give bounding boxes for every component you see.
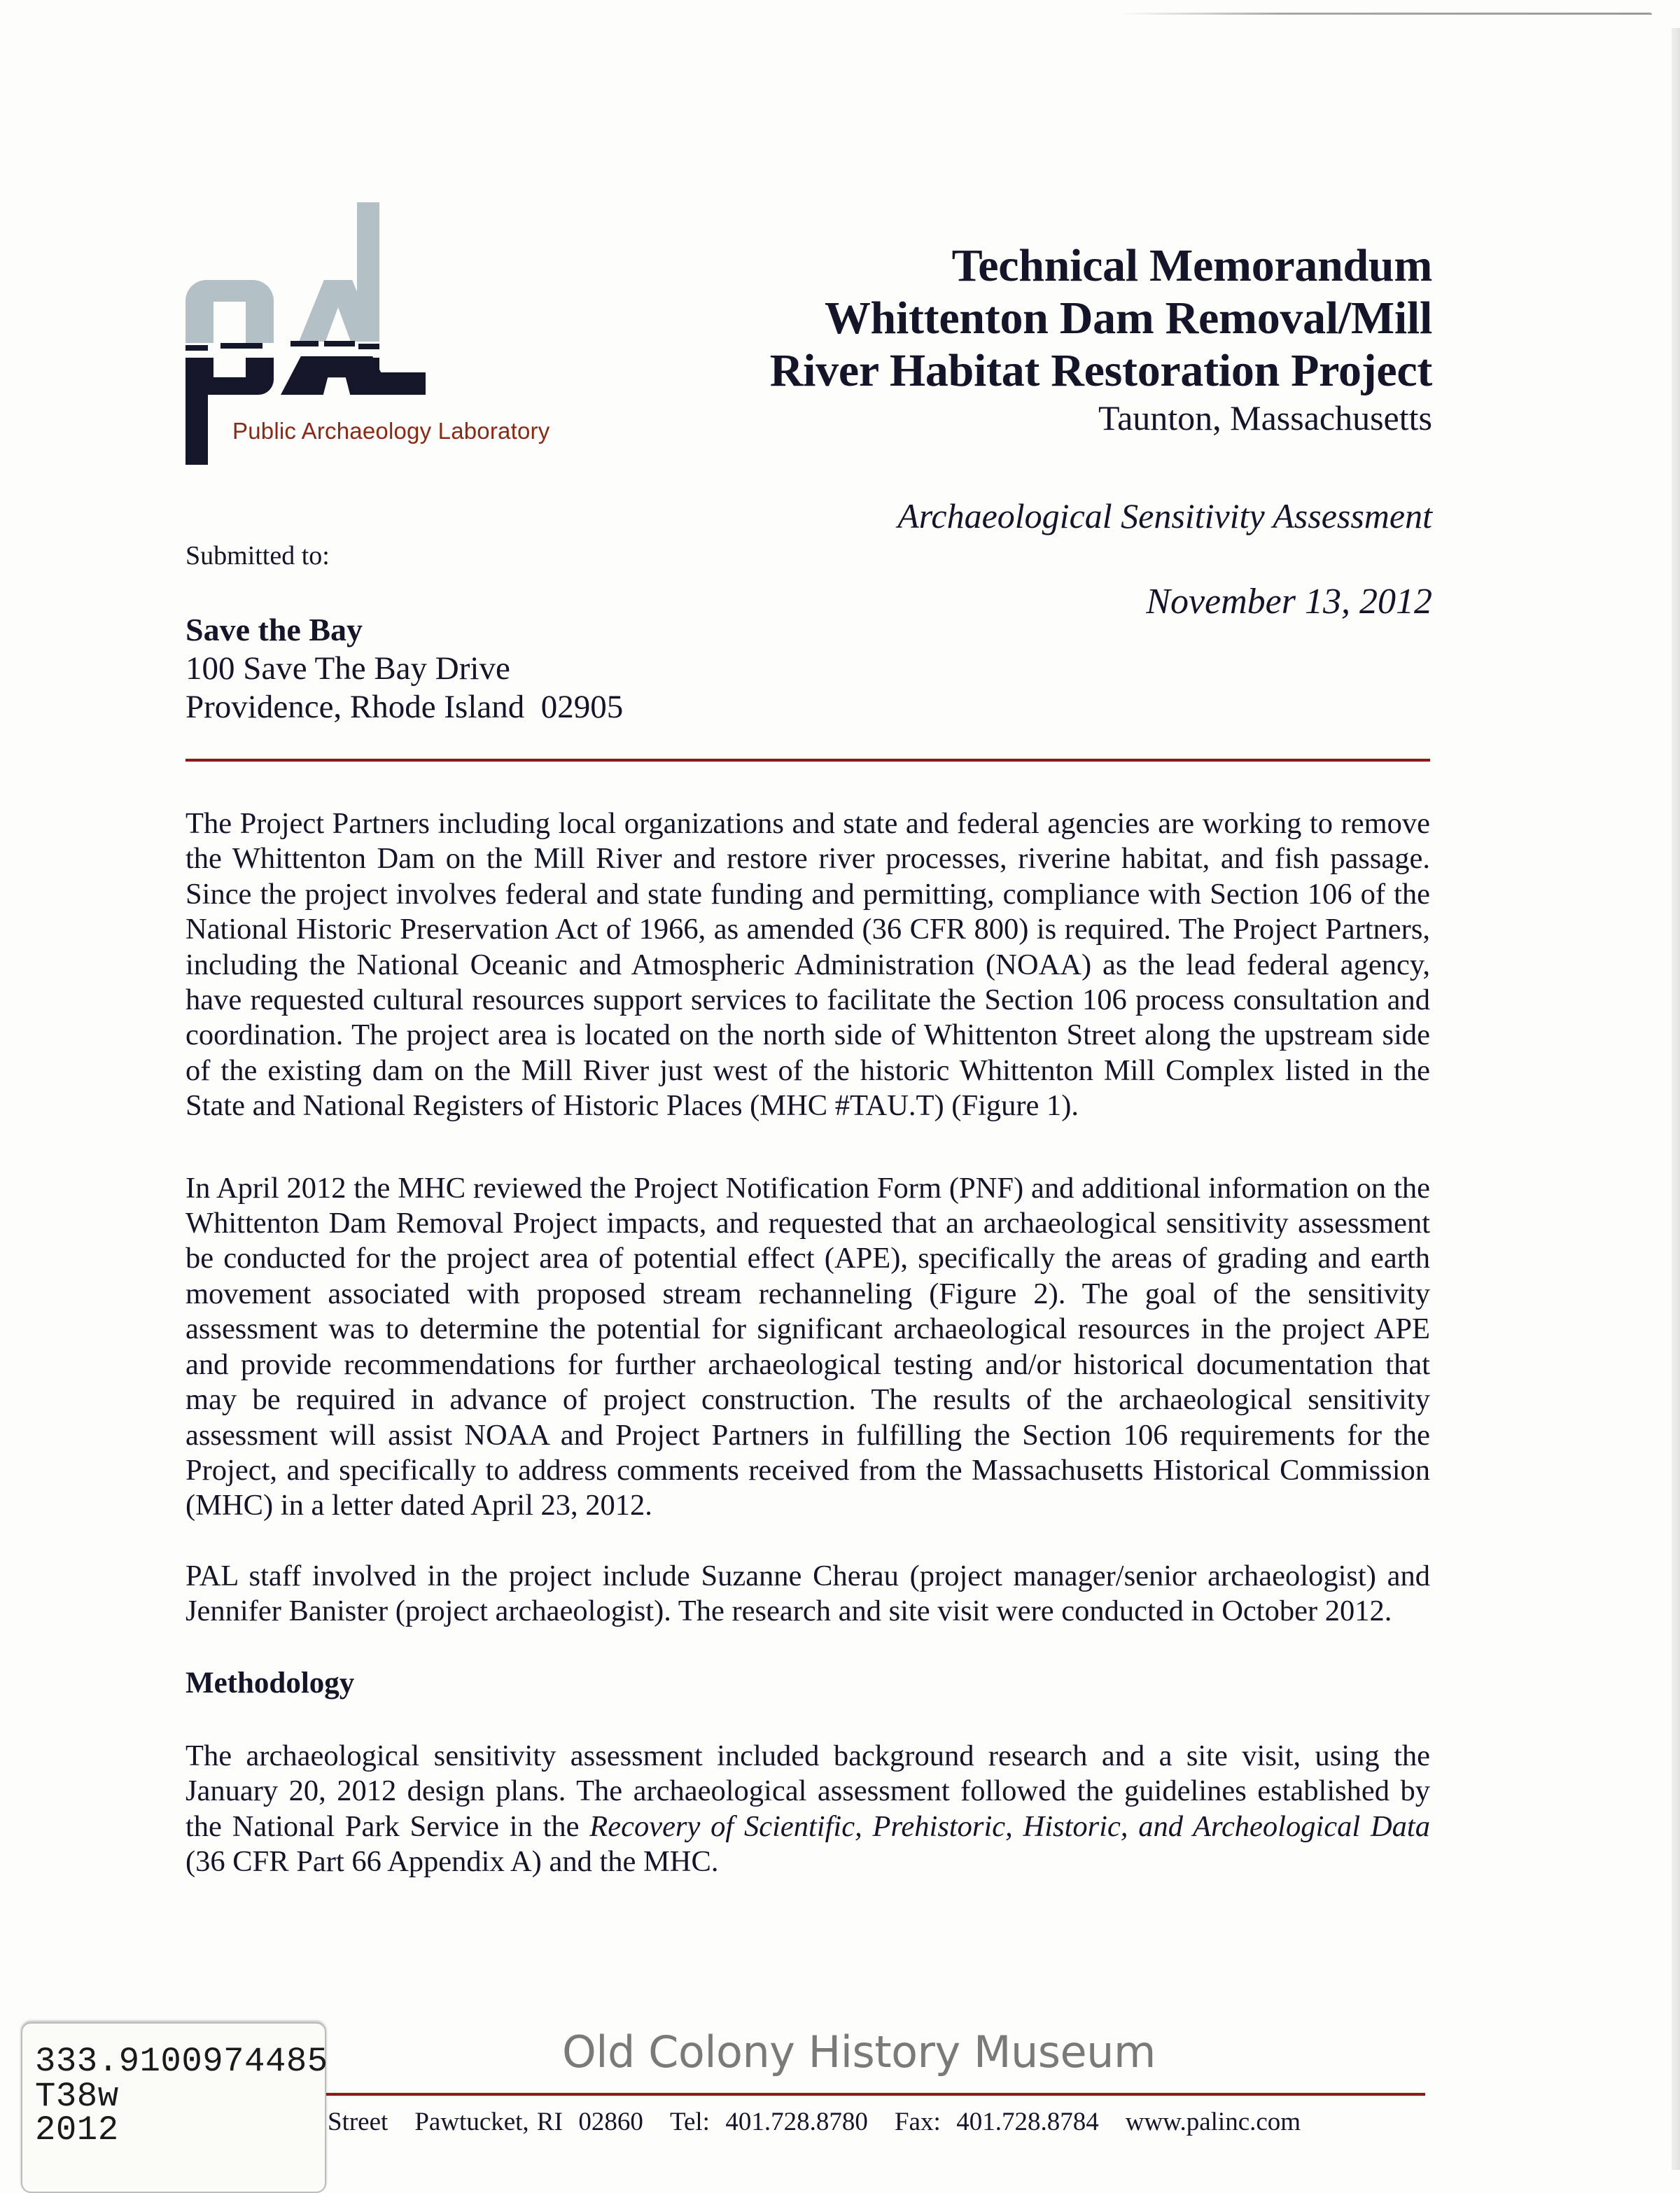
project-title-line-1: Whittenton Dam Removal/Mill	[824, 293, 1432, 344]
footer-fax: Fax: 401.728.8784	[894, 2108, 1099, 2136]
logo-arc	[324, 341, 355, 346]
footer-website-link[interactable]: www.palinc.com	[1125, 2108, 1301, 2136]
body-paragraph: In April 2012 the MHC reviewed the Project Notification Form (PNF) and additional information on the Whittenton Dam Removal Project impacts, and requested that an archaeological sensitivity assessment be conducted for the project area of potential effect (APE), specifically the areas of grading and earth movement associated with proposed stream rechanneling (Figure 2). The goal of the sensitivity assessment was to determine the potential for significant archaeological resources in the project APE and provide recommendations for further archaeological testing and/or historical documentation that may be required in advance of project construction. The results of the archaeological sensitivity assessment will assist NOAA and Project Partners in fulfilling the Section 106 requirements for the Project, and specifically to address comments received from the Massachusetts Historical Commission (MHC) in a letter dated April 23, 2012.	[186, 1171, 1430, 1522]
memo-title-block	[770, 239, 1432, 439]
museum-watermark: Old Colony History Museum	[562, 2026, 1156, 2078]
call-number-classification: 333.9100974485	[35, 2042, 328, 2081]
body-paragraph: The Project Partners including local organizations and state and federal agencies are working to remove the Whittenton Dam on the Mill River and restore river processes, riverine habitat, and fish passage. Since the project involves federal and state funding and permitting, compliance with Section 106 of the National Historic Preservation Act of 1966, as amended (36 CFR 800) is required. The Project Partners, including the National Oceanic and Atmospheric Administration (NOAA) as the lead federal agency, have requested cultural resources support services to facilitate the Section 106 process consultation and coordination. The project area is located on the north side of Whittenton Street along the upstream side of the existing dam on the Mill River just west of the historic Whittenton Mill Complex listed in the State and National Registers of Historic Places (MHC #TAU.T) (Figure 1).	[186, 807, 1430, 1123]
memo-body	[186, 806, 1430, 1880]
submitted-to-label: Submitted to:	[186, 541, 330, 570]
section-heading-methodology: Methodology	[186, 1666, 355, 1700]
page-edge-shadow	[1672, 28, 1680, 2170]
logo-arc	[290, 341, 318, 346]
cited-title: Recovery of Scientific, Prehistoric, Historic, and Archeological Data	[589, 1809, 1430, 1843]
memo-title: Technical Memorandum	[951, 240, 1432, 291]
paragraph-text: The archaeological sensitivity assessment included background research and a site visit, using the January 20, 2012 design plans. The archaeological assessment followed the guidelines established by the National Park Service in the	[186, 1739, 1430, 1843]
logo-arc	[220, 343, 262, 349]
project-location: Taunton, Massachusetts	[1098, 398, 1432, 437]
logo-p-counter	[214, 302, 246, 343]
library-call-number-label	[21, 2022, 326, 2193]
logo-l-foot	[357, 372, 426, 395]
footer-street: Street	[328, 2108, 388, 2136]
recipient-organization: Save the Bay	[186, 612, 363, 647]
body-paragraph: PAL staff involved in the project include Suzanne Cherau (project manager/senior archaeologist) and Jennifer Banister (project archaeologist). The research and site visit were conducted in October 2012.	[186, 1559, 1430, 1628]
call-number-cutter: T38w	[35, 2077, 119, 2116]
footer-city: Pawtucket, RI 02860	[414, 2108, 643, 2136]
logo-p-counter-bottom	[214, 358, 246, 377]
footer-contact	[328, 2107, 1327, 2137]
pal-logo	[186, 202, 578, 468]
footer-divider	[325, 2093, 1425, 2096]
logo-l-stem-top	[357, 202, 379, 342]
body-paragraph	[186, 1739, 1430, 1880]
page-edge	[1120, 13, 1652, 15]
logo-arc	[186, 345, 208, 351]
logo-tagline: Public Archaeology Laboratory	[232, 418, 550, 444]
report-date: November 13, 2012	[1146, 582, 1432, 622]
project-title-line-2: River Habitat Restoration Project	[769, 345, 1432, 396]
recipient-city: Providence, Rhode Island 02905	[186, 689, 624, 725]
recipient-address-block	[186, 610, 623, 727]
logo-arc	[358, 344, 379, 349]
recipient-street: 100 Save The Bay Drive	[186, 650, 510, 687]
footer-phone: Tel: 401.728.8780	[669, 2108, 868, 2136]
header-divider	[186, 759, 1430, 762]
paragraph-text: (36 CFR Part 66 Appendix A) and the MHC.	[186, 1845, 719, 1879]
call-number-year: 2012	[35, 2110, 119, 2150]
report-type: Archaeological Sensitivity Assessment	[897, 496, 1432, 535]
